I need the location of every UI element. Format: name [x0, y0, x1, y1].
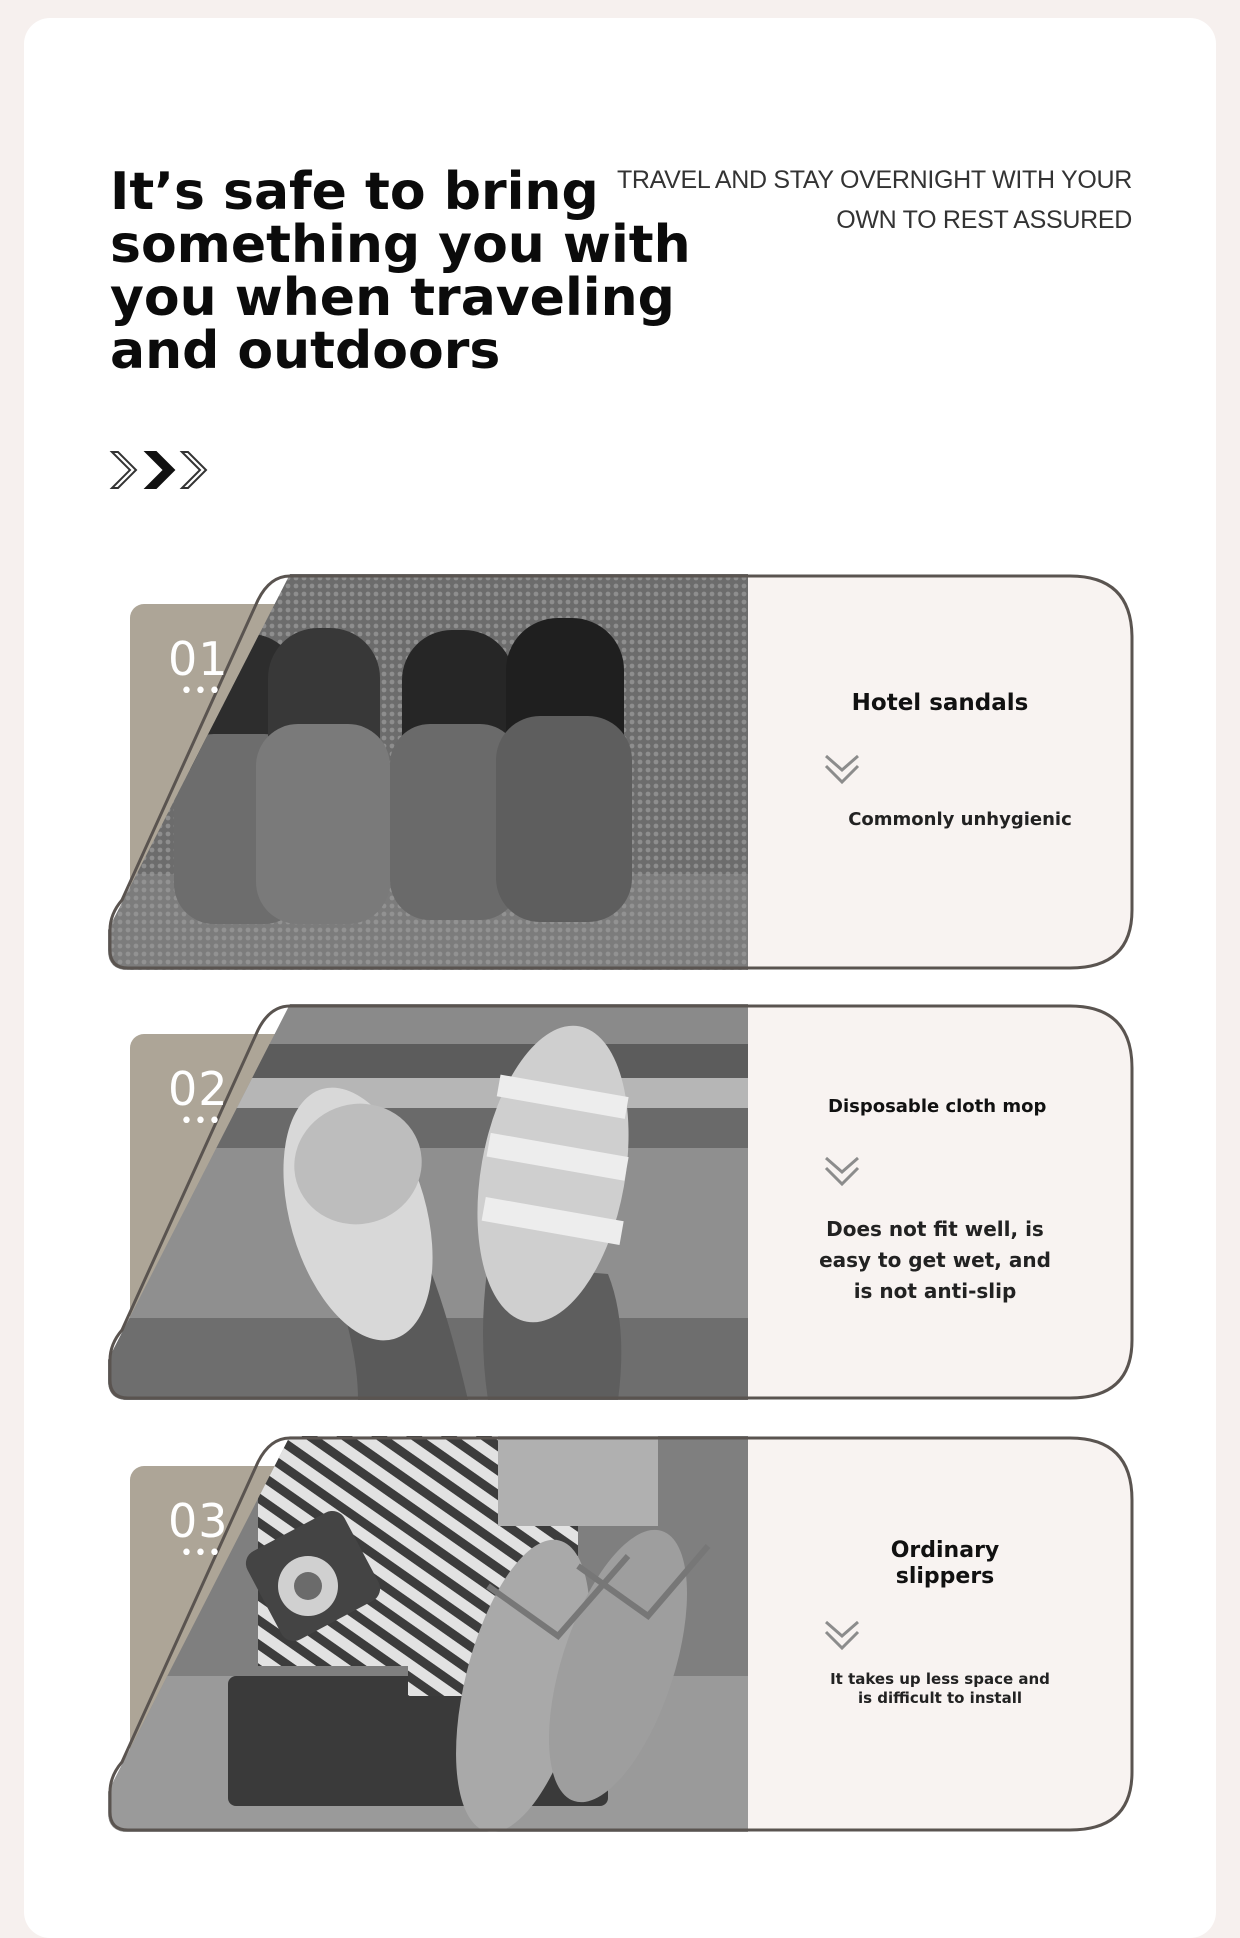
card-number: 02	[168, 1062, 229, 1116]
double-chevron-down-icon	[822, 752, 862, 788]
card-hotel-sandals	[108, 574, 1134, 970]
card-description: Does not fit well, is easy to get wet, and is not anti-slip	[819, 1217, 1051, 1303]
card-info	[748, 1004, 1132, 1400]
card-dots: •••	[180, 1541, 222, 1566]
card-disposable-mop	[108, 1004, 1134, 1400]
card-description: It takes up less space and is difficult to install	[830, 1670, 1050, 1707]
triple-chevron-icon	[108, 448, 218, 492]
card-dots: •••	[180, 679, 222, 704]
card-info	[748, 1436, 1132, 1832]
double-chevron-down-icon	[822, 1618, 862, 1654]
card-title: Disposable cloth mop	[828, 1096, 1047, 1117]
double-chevron-down-icon	[822, 1154, 862, 1190]
card-info	[748, 574, 1132, 970]
card-title: Ordinary slippers	[890, 1538, 1000, 1589]
card-dots: •••	[180, 1109, 222, 1134]
page-headline: It’s safe to bring something you with you when traveling and outdoors	[110, 162, 691, 381]
card-title: Hotel sandals	[851, 690, 1029, 716]
card-description: Commonly unhygienic	[848, 809, 1072, 830]
card-ordinary-slippers	[108, 1436, 1134, 1832]
page-subhead: TRAVEL AND STAY OVERNIGHT WITH YOUR OWN TO REST ASSURED	[616, 166, 1132, 234]
card-number: 01	[168, 632, 229, 686]
card-number: 03	[168, 1494, 229, 1548]
